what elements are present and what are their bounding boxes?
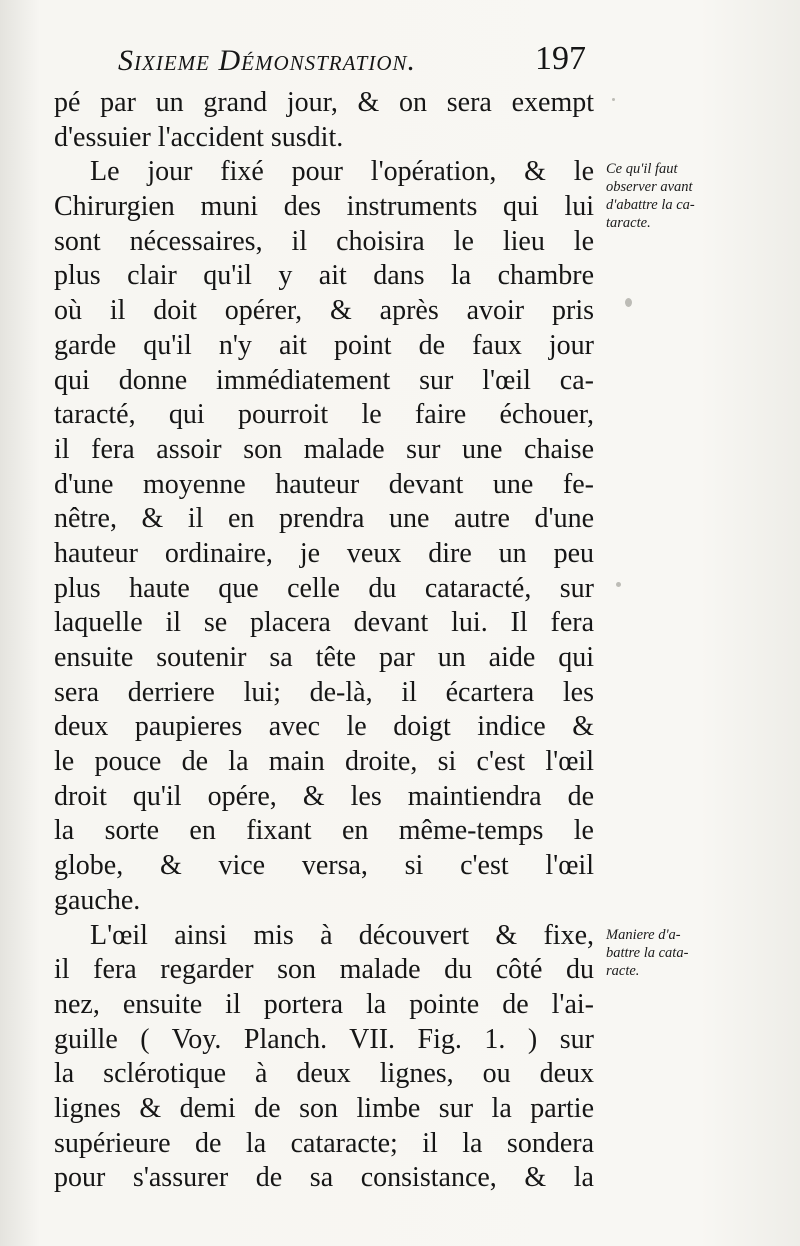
margin-note-line: observer avant bbox=[606, 179, 693, 195]
text-line: qui donne immédiatement sur l'œil ca- bbox=[54, 364, 594, 396]
running-head-title: Sixieme Démonstration. bbox=[118, 44, 417, 77]
ink-speck bbox=[612, 98, 615, 101]
text-line: L'œil ainsi mis à découvert & fixe, bbox=[90, 919, 594, 951]
text-line: droit qu'il opére, & les maintiendra de bbox=[54, 780, 594, 812]
text-line: pé par un grand jour, & on sera exempt bbox=[54, 87, 594, 118]
running-head bbox=[118, 40, 586, 84]
text-line: Chirurgien muni des instruments qui lui bbox=[54, 191, 594, 223]
margin-note-line: Ce qu'il faut bbox=[606, 161, 678, 177]
text-line: nêtre, & il en prendra une autre d'une bbox=[54, 503, 594, 535]
body-text bbox=[54, 86, 594, 1196]
text-line: deux paupieres avec le doigt indice & bbox=[54, 711, 594, 743]
text-line: taracté, qui pourroit le faire échouer, bbox=[54, 399, 594, 431]
text-line: plus clair qu'il y ait dans la chambre bbox=[54, 260, 594, 292]
text-line: la sclérotique à deux lignes, ou deux bbox=[54, 1058, 594, 1090]
page-number: 197 bbox=[535, 40, 586, 77]
text-line: pour s'assurer de sa consistance, & la bbox=[54, 1162, 594, 1194]
text-line: nez, ensuite il portera la pointe de l'ai- bbox=[54, 988, 594, 1020]
text-line: sera derriere lui; de-là, il écartera les bbox=[54, 676, 594, 708]
text-line: laquelle il se placera devant lui. Il fera bbox=[54, 607, 594, 639]
text-line: hauteur ordinaire, je veux dire un peu bbox=[54, 537, 594, 569]
text-line: lignes & demi de son limbe sur la partie bbox=[54, 1092, 594, 1124]
text-line: plus haute que celle du cataracté, sur bbox=[54, 572, 594, 604]
text-line: gauche. bbox=[54, 884, 141, 916]
ink-speck bbox=[625, 298, 632, 307]
margin-note-line: racte. bbox=[606, 963, 640, 979]
text-line: garde qu'il n'y ait point de faux jour bbox=[54, 329, 594, 361]
margin-note-line: taracte. bbox=[606, 215, 651, 231]
text-line: Le jour fixé pour l'opération, & le bbox=[90, 156, 594, 188]
margin-note-line: battre la cata- bbox=[606, 945, 689, 961]
text-line: ensuite soutenir sa tête par un aide qui bbox=[54, 642, 594, 673]
margin-note-line: d'abattre la ca- bbox=[606, 197, 695, 213]
text-line: le pouce de la main droite, si c'est l'œil bbox=[54, 746, 594, 778]
text-line: guille ( Voy. Planch. VII. Fig. 1. ) sur bbox=[54, 1023, 594, 1055]
text-line: sont nécessaires, il choisira le lieu le bbox=[54, 225, 594, 257]
margin-note-method bbox=[606, 926, 736, 980]
text-line: la sorte en fixant en même-temps le bbox=[54, 815, 594, 847]
text-line: d'une moyenne hauteur devant une fe- bbox=[54, 468, 594, 500]
text-line: globe, & vice versa, si c'est l'œil bbox=[54, 850, 594, 882]
text-line: supérieure de la cataracte; il la sondera bbox=[54, 1127, 594, 1159]
ink-speck bbox=[616, 582, 621, 587]
text-line: il fera regarder son malade du côté du bbox=[54, 954, 594, 986]
text-line: où il doit opérer, & après avoir pris bbox=[54, 295, 594, 327]
text-line: il fera assoir son malade sur une chaise bbox=[54, 433, 594, 465]
margin-note-line: Maniere d'a- bbox=[606, 927, 681, 943]
margin-note-observe bbox=[606, 160, 736, 232]
text-line: d'essuier l'accident susdit. bbox=[54, 121, 344, 153]
